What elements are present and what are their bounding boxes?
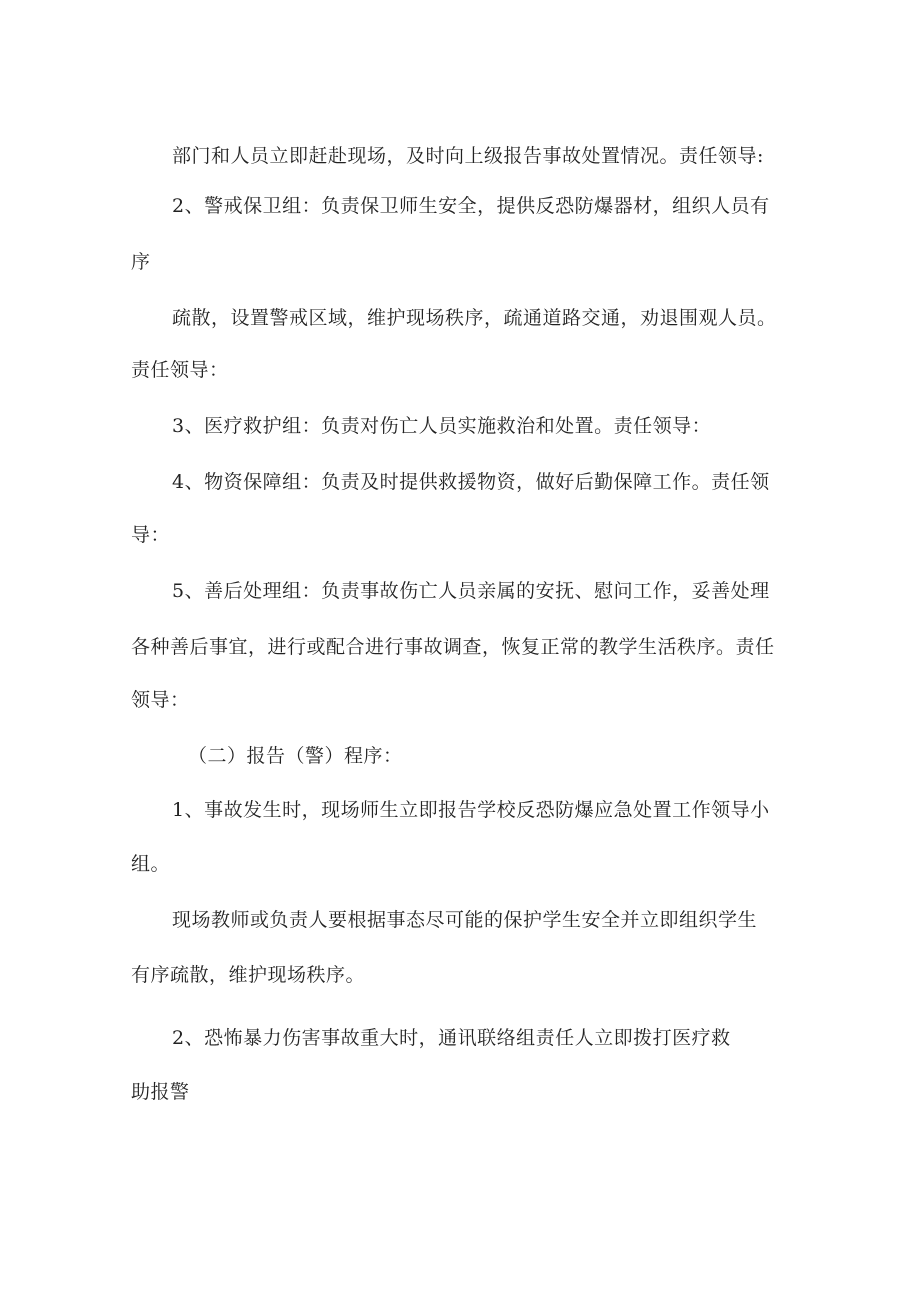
paragraph-line: 序 [131,251,151,273]
paragraph-line: 导： [131,524,171,546]
paragraph-line: 5、善后处理组：负责事故伤亡人员亲属的安抚、慰问工作，妥善处理 [172,580,770,602]
paragraph-line: 有序疏散，维护现场秩序。 [131,964,366,986]
paragraph-line: 助报警 [131,1081,190,1103]
paragraph-line: 责任领导： [131,359,229,381]
paragraph-line: 2、恐怖暴力伤害事故重大时，通讯联络组责任人立即拨打医疗救 [172,1027,731,1049]
section-heading: （二）报告（警）程序： [188,745,403,767]
paragraph-line: 部门和人员立即赶赴现场，及时向上级报告事故处置情况。责任领导: [172,145,764,167]
paragraph-line: 组。 [131,853,171,875]
paragraph-line: 疏散，设置警戒区域，维护现场秩序，疏通道路交通，劝退围观人员。 [172,307,777,329]
paragraph-line: 现场教师或负责人要根据事态尽可能的保护学生安全并立即组织学生 [172,909,758,931]
paragraph-line: 3、医疗救护组：负责对伤亡人员实施救治和处置。责任领导： [172,415,712,437]
paragraph-line: 4、物资保障组：负责及时提供救援物资，做好后勤保障工作。责任领 [172,471,770,493]
paragraph-line: 2、警戒保卫组：负责保卫师生安全，提供反恐防爆器材，组织人员有 [172,195,770,217]
paragraph-line: 领导： [131,689,190,711]
paragraph-line: 1、事故发生时，现场师生立即报告学校反恐防爆应急处置工作领导小 [172,799,770,821]
paragraph-line: 各种善后事宜，进行或配合进行事故调查，恢复正常的教学生活秩序。责任 [131,636,775,658]
